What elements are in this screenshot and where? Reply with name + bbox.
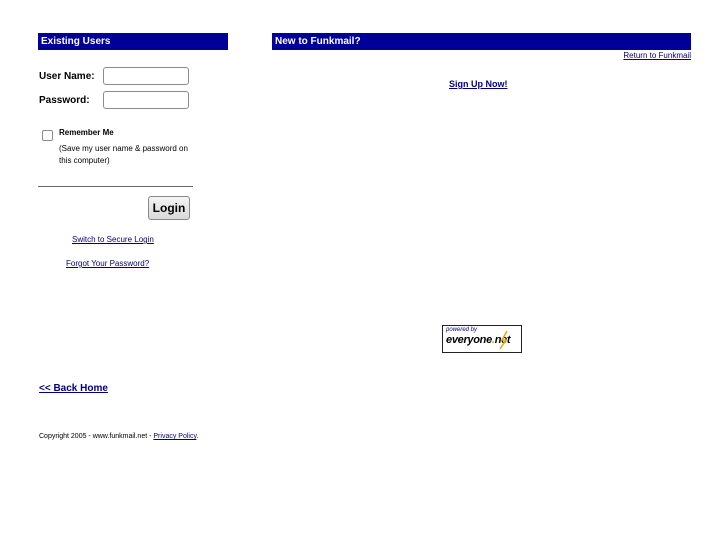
password-label: Password: bbox=[39, 95, 90, 106]
remember-me-label: Remember Me bbox=[59, 128, 114, 137]
back-home-link[interactable]: << Back Home bbox=[39, 383, 108, 394]
powered-by-badge[interactable] bbox=[442, 325, 522, 353]
footer bbox=[39, 433, 198, 440]
powered-by-text: powered by bbox=[446, 327, 478, 333]
brand-right: net bbox=[494, 334, 511, 346]
copyright-text: Copyright 2005 - www.funkmail.net - bbox=[39, 433, 154, 440]
password-input[interactable] bbox=[103, 91, 189, 109]
existing-users-header: Existing Users bbox=[38, 33, 228, 50]
new-users-header: New to Funkmail? bbox=[272, 33, 691, 50]
divider bbox=[38, 186, 193, 187]
brand-left: everyone bbox=[446, 334, 492, 346]
username-label: User Name: bbox=[39, 71, 95, 82]
brand-dot: . bbox=[491, 334, 495, 346]
username-input[interactable] bbox=[103, 67, 189, 85]
remember-me-checkbox[interactable] bbox=[42, 130, 53, 141]
footer-end: . bbox=[196, 433, 199, 440]
privacy-policy-link[interactable]: Privacy Policy bbox=[153, 433, 197, 440]
return-to-funkmail-link[interactable]: Return to Funkmail bbox=[623, 51, 691, 60]
remember-me-note: (Save my user name & password on this computer) bbox=[59, 144, 188, 165]
secure-login-link[interactable]: Switch to Secure Login bbox=[72, 235, 154, 244]
lightning-icon bbox=[494, 330, 511, 350]
sign-up-link[interactable]: Sign Up Now! bbox=[449, 79, 508, 89]
forgot-password-link[interactable]: Forgot Your Password? bbox=[66, 259, 150, 268]
login-button[interactable]: Login bbox=[148, 196, 190, 220]
